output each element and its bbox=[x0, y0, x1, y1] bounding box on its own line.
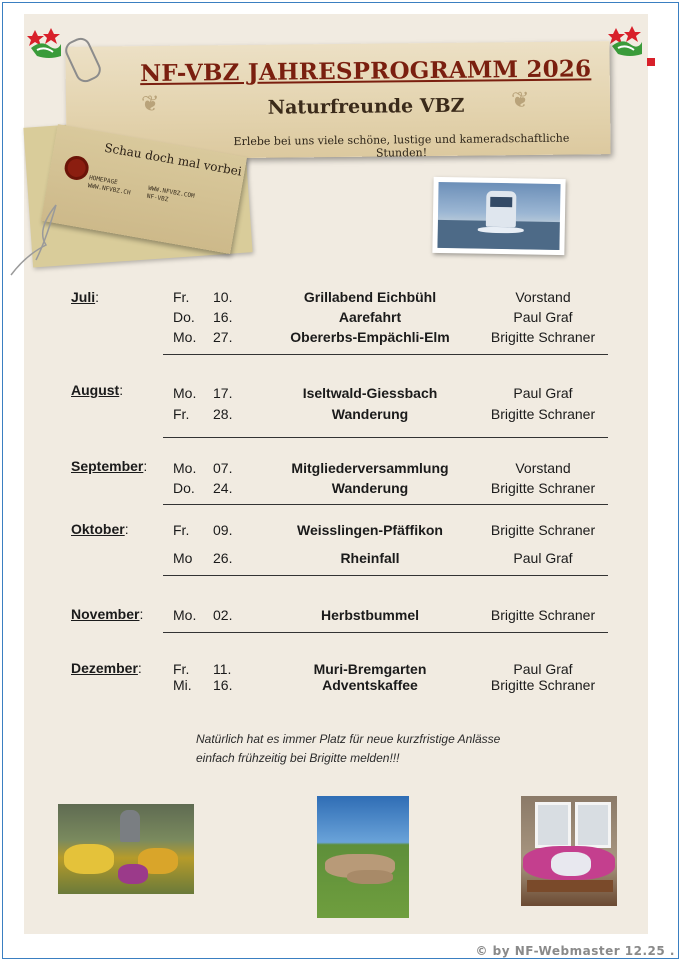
event-person: Brigitte Schraner bbox=[490, 329, 596, 345]
event-event: Wanderung bbox=[331, 406, 409, 422]
event-day: Fr. bbox=[173, 289, 190, 305]
event-event: Wanderung bbox=[331, 480, 409, 496]
footer-copyright: © by NF-Webmaster 12.25 . bbox=[475, 944, 675, 958]
event-day: Fr. bbox=[173, 522, 190, 538]
tag-homepage-text: HOMEPAGE WWW.NFVBZ.CH bbox=[87, 174, 132, 197]
swiss-flag-icon bbox=[647, 58, 655, 66]
event-date: 16. bbox=[213, 309, 233, 325]
event-event: Mitgliederversammlung bbox=[291, 460, 449, 476]
divider bbox=[163, 632, 608, 633]
event-person: Brigitte Schraner bbox=[490, 406, 596, 422]
month-label-november bbox=[71, 606, 143, 622]
page-subtitle: Naturfreunde VBZ bbox=[267, 94, 465, 119]
event-event: Aarefahrt bbox=[338, 309, 402, 325]
month-colon: : bbox=[137, 660, 142, 676]
ornament-icon: ❦ bbox=[140, 90, 160, 117]
event-date: 07. bbox=[213, 460, 233, 476]
page-title: NF-VBZ JAHRESPROGRAMM 2026 bbox=[139, 55, 592, 88]
divider bbox=[163, 575, 608, 576]
event-date: 17. bbox=[213, 385, 233, 401]
tag-hole-icon bbox=[63, 154, 91, 182]
month-label-september bbox=[71, 458, 147, 474]
tag-url-text: WWW.NFVBZ.COM NF-VBZ bbox=[146, 184, 196, 204]
divider bbox=[163, 437, 608, 438]
naturfreunde-logo-right bbox=[608, 24, 644, 58]
photo-flowers bbox=[58, 804, 194, 894]
month-name: November bbox=[71, 606, 140, 622]
event-person: Vorstand bbox=[515, 460, 571, 476]
event-event: Obererbs-Empächli-Elm bbox=[290, 329, 450, 345]
event-event: Rheinfall bbox=[340, 550, 400, 566]
event-day: Mo bbox=[173, 550, 193, 566]
divider bbox=[163, 504, 608, 505]
event-day: Mo. bbox=[173, 329, 197, 345]
event-date: 10. bbox=[213, 289, 233, 305]
event-person: Brigitte Schraner bbox=[490, 677, 596, 693]
month-label-dezember bbox=[71, 660, 142, 676]
event-date: 16. bbox=[213, 677, 233, 693]
event-person: Brigitte Schraner bbox=[490, 480, 596, 496]
month-colon: : bbox=[95, 289, 100, 305]
naturfreunde-logo-left bbox=[27, 26, 63, 60]
event-person: Vorstand bbox=[515, 289, 571, 305]
event-day: Mo. bbox=[173, 460, 197, 476]
event-date: 28. bbox=[213, 406, 233, 422]
event-event: Muri-Bremgarten bbox=[313, 661, 427, 677]
month-name: Oktober bbox=[71, 521, 125, 537]
event-person: Paul Graf bbox=[513, 550, 573, 566]
month-colon: : bbox=[143, 458, 148, 474]
divider bbox=[163, 354, 608, 355]
event-person: Paul Graf bbox=[513, 385, 573, 401]
photo-window-flowers bbox=[521, 796, 617, 906]
event-day: Mo. bbox=[173, 385, 197, 401]
event-day: Fr. bbox=[173, 661, 190, 677]
month-name: Juli bbox=[71, 289, 96, 305]
photo-cows bbox=[317, 796, 409, 918]
month-label-oktober bbox=[71, 521, 129, 537]
event-day: Do. bbox=[173, 309, 195, 325]
tag-string-icon bbox=[6, 200, 66, 280]
event-date: 27. bbox=[213, 329, 233, 345]
ornament-icon: ❦ bbox=[510, 86, 530, 113]
event-person: Brigitte Schraner bbox=[490, 522, 596, 538]
month-name: August bbox=[71, 382, 120, 398]
event-day: Do. bbox=[173, 480, 195, 496]
event-person: Paul Graf bbox=[513, 309, 573, 325]
event-date: 09. bbox=[213, 522, 233, 538]
event-event: Weisslingen-Pfäffikon bbox=[297, 522, 443, 538]
event-date: 02. bbox=[213, 607, 233, 623]
tag-text: Schau doch mal vorbei bbox=[103, 140, 243, 179]
event-person: Paul Graf bbox=[513, 661, 573, 677]
month-name: Dezember bbox=[71, 660, 138, 676]
month-colon: : bbox=[119, 382, 124, 398]
event-day: Mi. bbox=[173, 677, 192, 693]
event-date: 11. bbox=[213, 661, 232, 677]
note-line-2: einfach frühzeitig bei Brigitte melden!!! bbox=[196, 751, 400, 765]
month-colon: : bbox=[139, 606, 144, 622]
event-event: Grillabend Eichbühl bbox=[303, 289, 437, 305]
month-label-juli bbox=[71, 289, 99, 305]
event-event: Adventskaffee bbox=[322, 677, 418, 693]
event-event: Iseltwald-Giessbach bbox=[302, 385, 438, 401]
event-date: 24. bbox=[213, 480, 233, 496]
month-name: September bbox=[71, 458, 144, 474]
event-event: Herbstbummel bbox=[320, 607, 420, 623]
event-day: Mo. bbox=[173, 607, 197, 623]
event-person: Brigitte Schraner bbox=[490, 607, 596, 623]
month-colon: : bbox=[124, 521, 129, 537]
note-line-1: Natürlich hat es immer Platz für neue kurzfristige Anlässe bbox=[196, 732, 501, 746]
event-date: 26. bbox=[213, 550, 233, 566]
photo-boat bbox=[432, 177, 565, 255]
month-label-august bbox=[71, 382, 123, 398]
banner-tagline: Erlebe bei uns viele schöne, lustige und kameradschaftliche Stunden! bbox=[233, 131, 570, 160]
event-day: Fr. bbox=[173, 406, 190, 422]
